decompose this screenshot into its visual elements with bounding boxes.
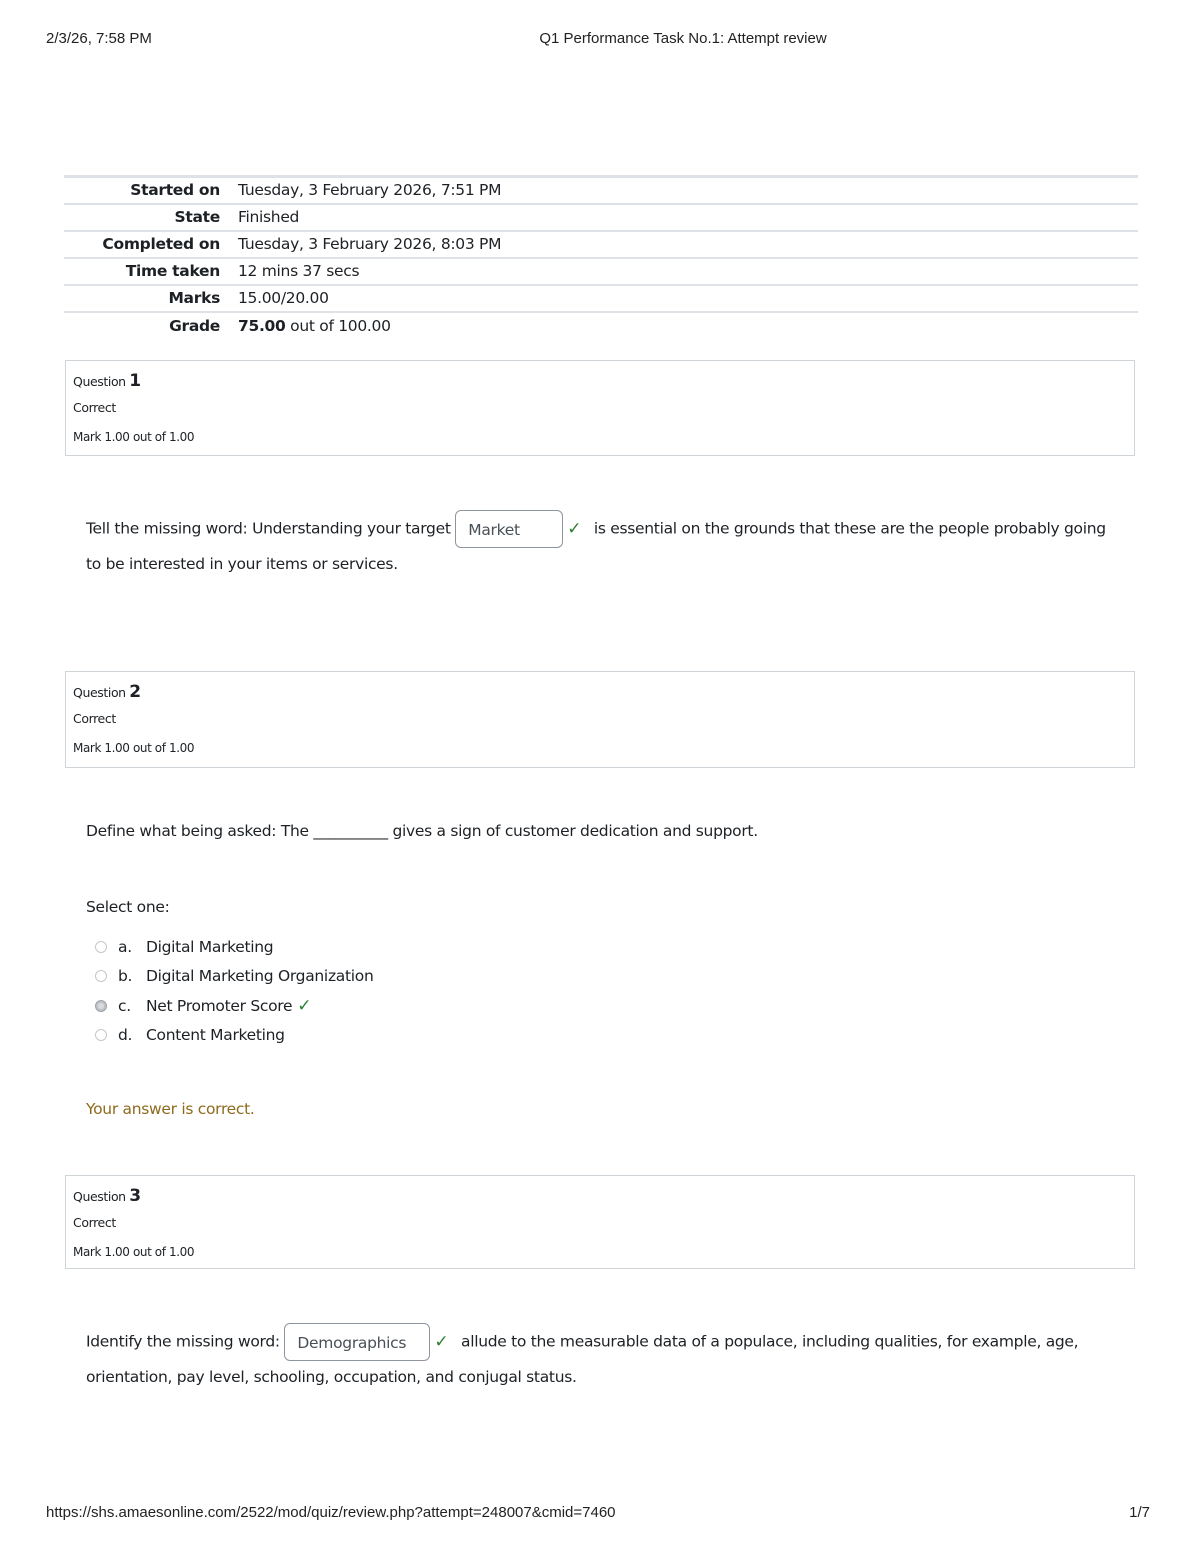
question-grade: Mark 1.00 out of 1.00 <box>73 1245 195 1259</box>
question-number-value: 1 <box>129 371 141 391</box>
summary-row <box>64 258 1138 285</box>
question-info-box <box>65 1175 1135 1269</box>
summary-row <box>64 204 1138 231</box>
question-prefix: Question <box>73 685 126 700</box>
summary-row <box>64 177 1138 204</box>
question-info-box <box>65 671 1135 768</box>
radio-button[interactable] <box>95 970 107 982</box>
print-title: Q1 Performance Task No.1: Attempt review <box>539 30 827 47</box>
question-prefix: Question <box>73 1189 126 1204</box>
summary-label: Started on <box>130 181 220 200</box>
option-letter: a. <box>118 937 132 956</box>
option-text: Content Marketing <box>146 1026 285 1045</box>
option-text: Digital Marketing Organization <box>146 967 374 986</box>
question-number-value: 3 <box>129 1186 141 1206</box>
option-text: Net Promoter Score <box>146 996 293 1015</box>
question-info-box <box>65 360 1135 456</box>
print-footer <box>0 1504 1200 1524</box>
summary-row <box>64 312 1138 339</box>
question-text <box>86 1323 1116 1394</box>
summary-grade <box>238 312 1138 339</box>
question-text-after: allude to the measurable data of a populace, including qualities, for example, age, orientation, pay level, schooling, occupation, and conjugal status. <box>86 1332 1079 1386</box>
question-text-before: Identify the missing word: <box>86 1332 280 1351</box>
question-state: Correct <box>73 711 116 726</box>
grade-suffix: out of 100.00 <box>290 316 391 335</box>
summary-value: Tuesday, 3 February 2026, 8:03 PM <box>238 235 502 253</box>
question-number <box>73 371 141 391</box>
question-number <box>73 1186 141 1206</box>
question-number <box>73 682 141 702</box>
print-datetime: 2/3/26, 7:58 PM <box>46 30 152 47</box>
summary-label: Completed on <box>102 235 220 253</box>
check-icon: ✓ <box>567 518 582 539</box>
question-prefix: Question <box>73 374 126 389</box>
check-icon: ✓ <box>434 1331 449 1352</box>
summary-value: Finished <box>238 208 300 226</box>
radio-button-selected[interactable] <box>95 1000 107 1012</box>
answer-options <box>95 932 373 1050</box>
grade-value: 75.00 <box>238 316 286 335</box>
summary-row <box>64 285 1138 312</box>
option-c[interactable] <box>95 991 373 1021</box>
question-number-value: 2 <box>129 682 141 702</box>
question-grade: Mark 1.00 out of 1.00 <box>73 430 195 444</box>
check-icon: ✓ <box>297 995 312 1016</box>
question-text <box>86 510 1116 581</box>
attempt-summary-table <box>64 175 1138 339</box>
question-text: Define what being asked: The __________ gives a sign of customer dedication and support. <box>86 822 758 840</box>
summary-label: Marks <box>168 289 220 307</box>
print-page-number: 1/7 <box>1129 1504 1150 1521</box>
option-a[interactable] <box>95 932 373 962</box>
summary-row <box>64 231 1138 258</box>
radio-button[interactable] <box>95 1029 107 1041</box>
option-letter: d. <box>118 1026 133 1045</box>
question-text-before: Tell the missing word: Understanding your target <box>86 519 451 538</box>
summary-label: Grade <box>169 316 220 335</box>
summary-label: State <box>174 208 220 226</box>
answer-input[interactable]: Market <box>455 510 563 548</box>
summary-label: Time taken <box>125 262 220 280</box>
summary-value: Tuesday, 3 February 2026, 7:51 PM <box>238 181 502 200</box>
question-text-after: is essential on the grounds that these are the people probably going to be interested in your items or services. <box>86 519 1106 573</box>
print-header <box>0 30 1200 50</box>
question-state: Correct <box>73 400 116 415</box>
summary-value: 15.00/20.00 <box>238 289 329 307</box>
radio-button[interactable] <box>95 941 107 953</box>
print-url: https://shs.amaesonline.com/2522/mod/quiz/review.php?attempt=248007&cmid=7460 <box>46 1504 616 1521</box>
question-state: Correct <box>73 1215 116 1230</box>
answer-feedback: Your answer is correct. <box>86 1100 255 1118</box>
question-grade: Mark 1.00 out of 1.00 <box>73 741 195 755</box>
option-letter: b. <box>118 967 133 986</box>
select-one-label: Select one: <box>86 898 170 916</box>
option-text: Digital Marketing <box>146 937 274 956</box>
summary-value: 12 mins 37 secs <box>238 262 360 280</box>
option-letter: c. <box>118 996 131 1015</box>
answer-input[interactable]: Demographics <box>284 1323 430 1361</box>
option-b[interactable] <box>95 962 373 992</box>
option-d[interactable] <box>95 1021 373 1051</box>
